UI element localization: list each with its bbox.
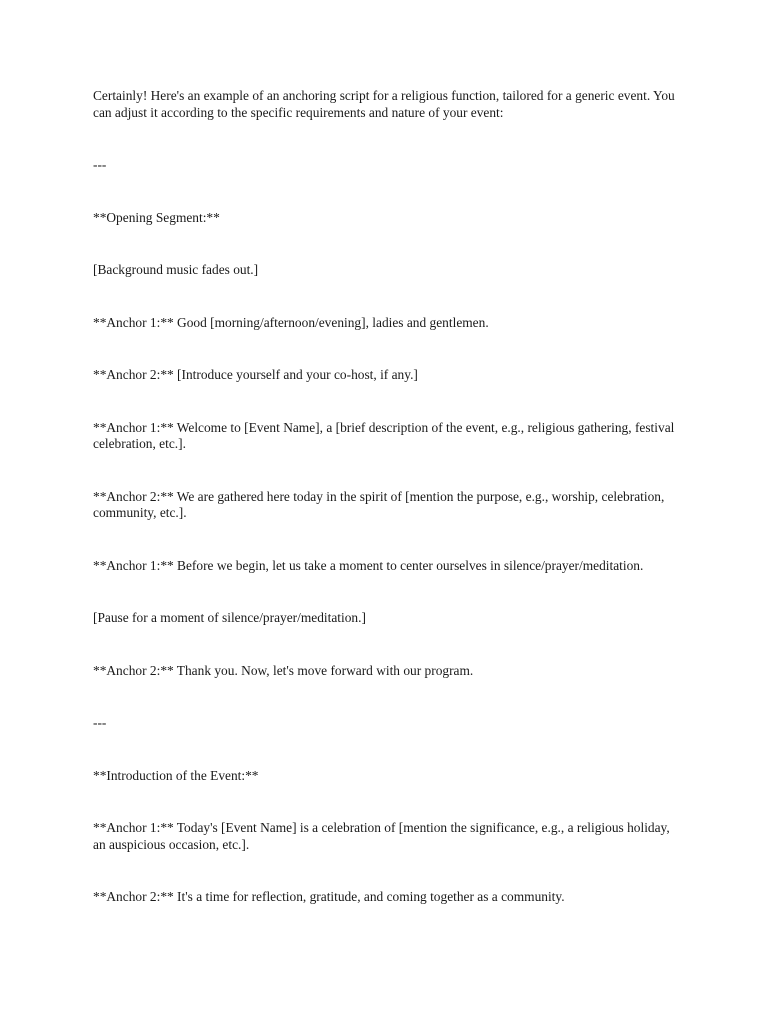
paragraph-spacer [93, 574, 678, 610]
anchor-line: **Anchor 1:** Welcome to [Event Name], a [brief description of the event, e.g., religious gathering, festival celebration, etc.]. [93, 419, 675, 451]
paragraph-spacer [93, 121, 678, 157]
paragraph-spacer [93, 627, 678, 663]
anchor-line: **Anchor 2:** We are gathered here today in the spirit of [mention the purpose, e.g., worship, celebration, community, etc.]. [93, 488, 665, 520]
anchor-line: **Anchor 2:** Thank you. Now, let's move forward with our program. [93, 662, 474, 678]
paragraph-spacer [93, 279, 678, 315]
paragraph-spacer [93, 522, 678, 558]
paragraph-spacer [93, 453, 678, 489]
paragraph-spacer [93, 174, 678, 210]
anchor-line: **Anchor 1:** Before we begin, let us take a moment to center ourselves in silence/prayer/meditation. [93, 557, 644, 573]
paragraph-spacer [93, 732, 678, 768]
separator-line: --- [93, 157, 107, 172]
paragraph-spacer [93, 679, 678, 715]
anchor-line: **Anchor 2:** [Introduce yourself and your co-host, if any.] [93, 367, 418, 382]
intro-paragraph: Certainly! Here's an example of an anchoring script for a religious function, tailored for a generic event. You can adjust it according to the specific requirements and nature of your event: [93, 88, 675, 120]
paragraph-spacer [93, 384, 678, 420]
document-body [93, 88, 678, 906]
stage-direction: [Background music fades out.] [93, 262, 259, 277]
paragraph-spacer [93, 331, 678, 367]
paragraph-spacer [93, 853, 678, 889]
section-heading-introduction: **Introduction of the Event:** [93, 767, 259, 783]
separator-line: --- [93, 715, 107, 730]
stage-direction: [Pause for a moment of silence/prayer/meditation.] [93, 610, 366, 625]
section-heading-opening: **Opening Segment:** [93, 209, 220, 225]
paragraph-spacer [93, 784, 678, 820]
anchor-line: **Anchor 1:** Today's [Event Name] is a celebration of [mention the significance, e.g., a religious holiday, an auspicious occasion, etc.]. [93, 820, 670, 852]
anchor-line: **Anchor 2:** It's a time for reflection, gratitude, and coming together as a community. [93, 889, 565, 904]
anchor-line: **Anchor 1:** Good [morning/afternoon/evening], ladies and gentlemen. [93, 314, 489, 330]
paragraph-spacer [93, 226, 678, 262]
